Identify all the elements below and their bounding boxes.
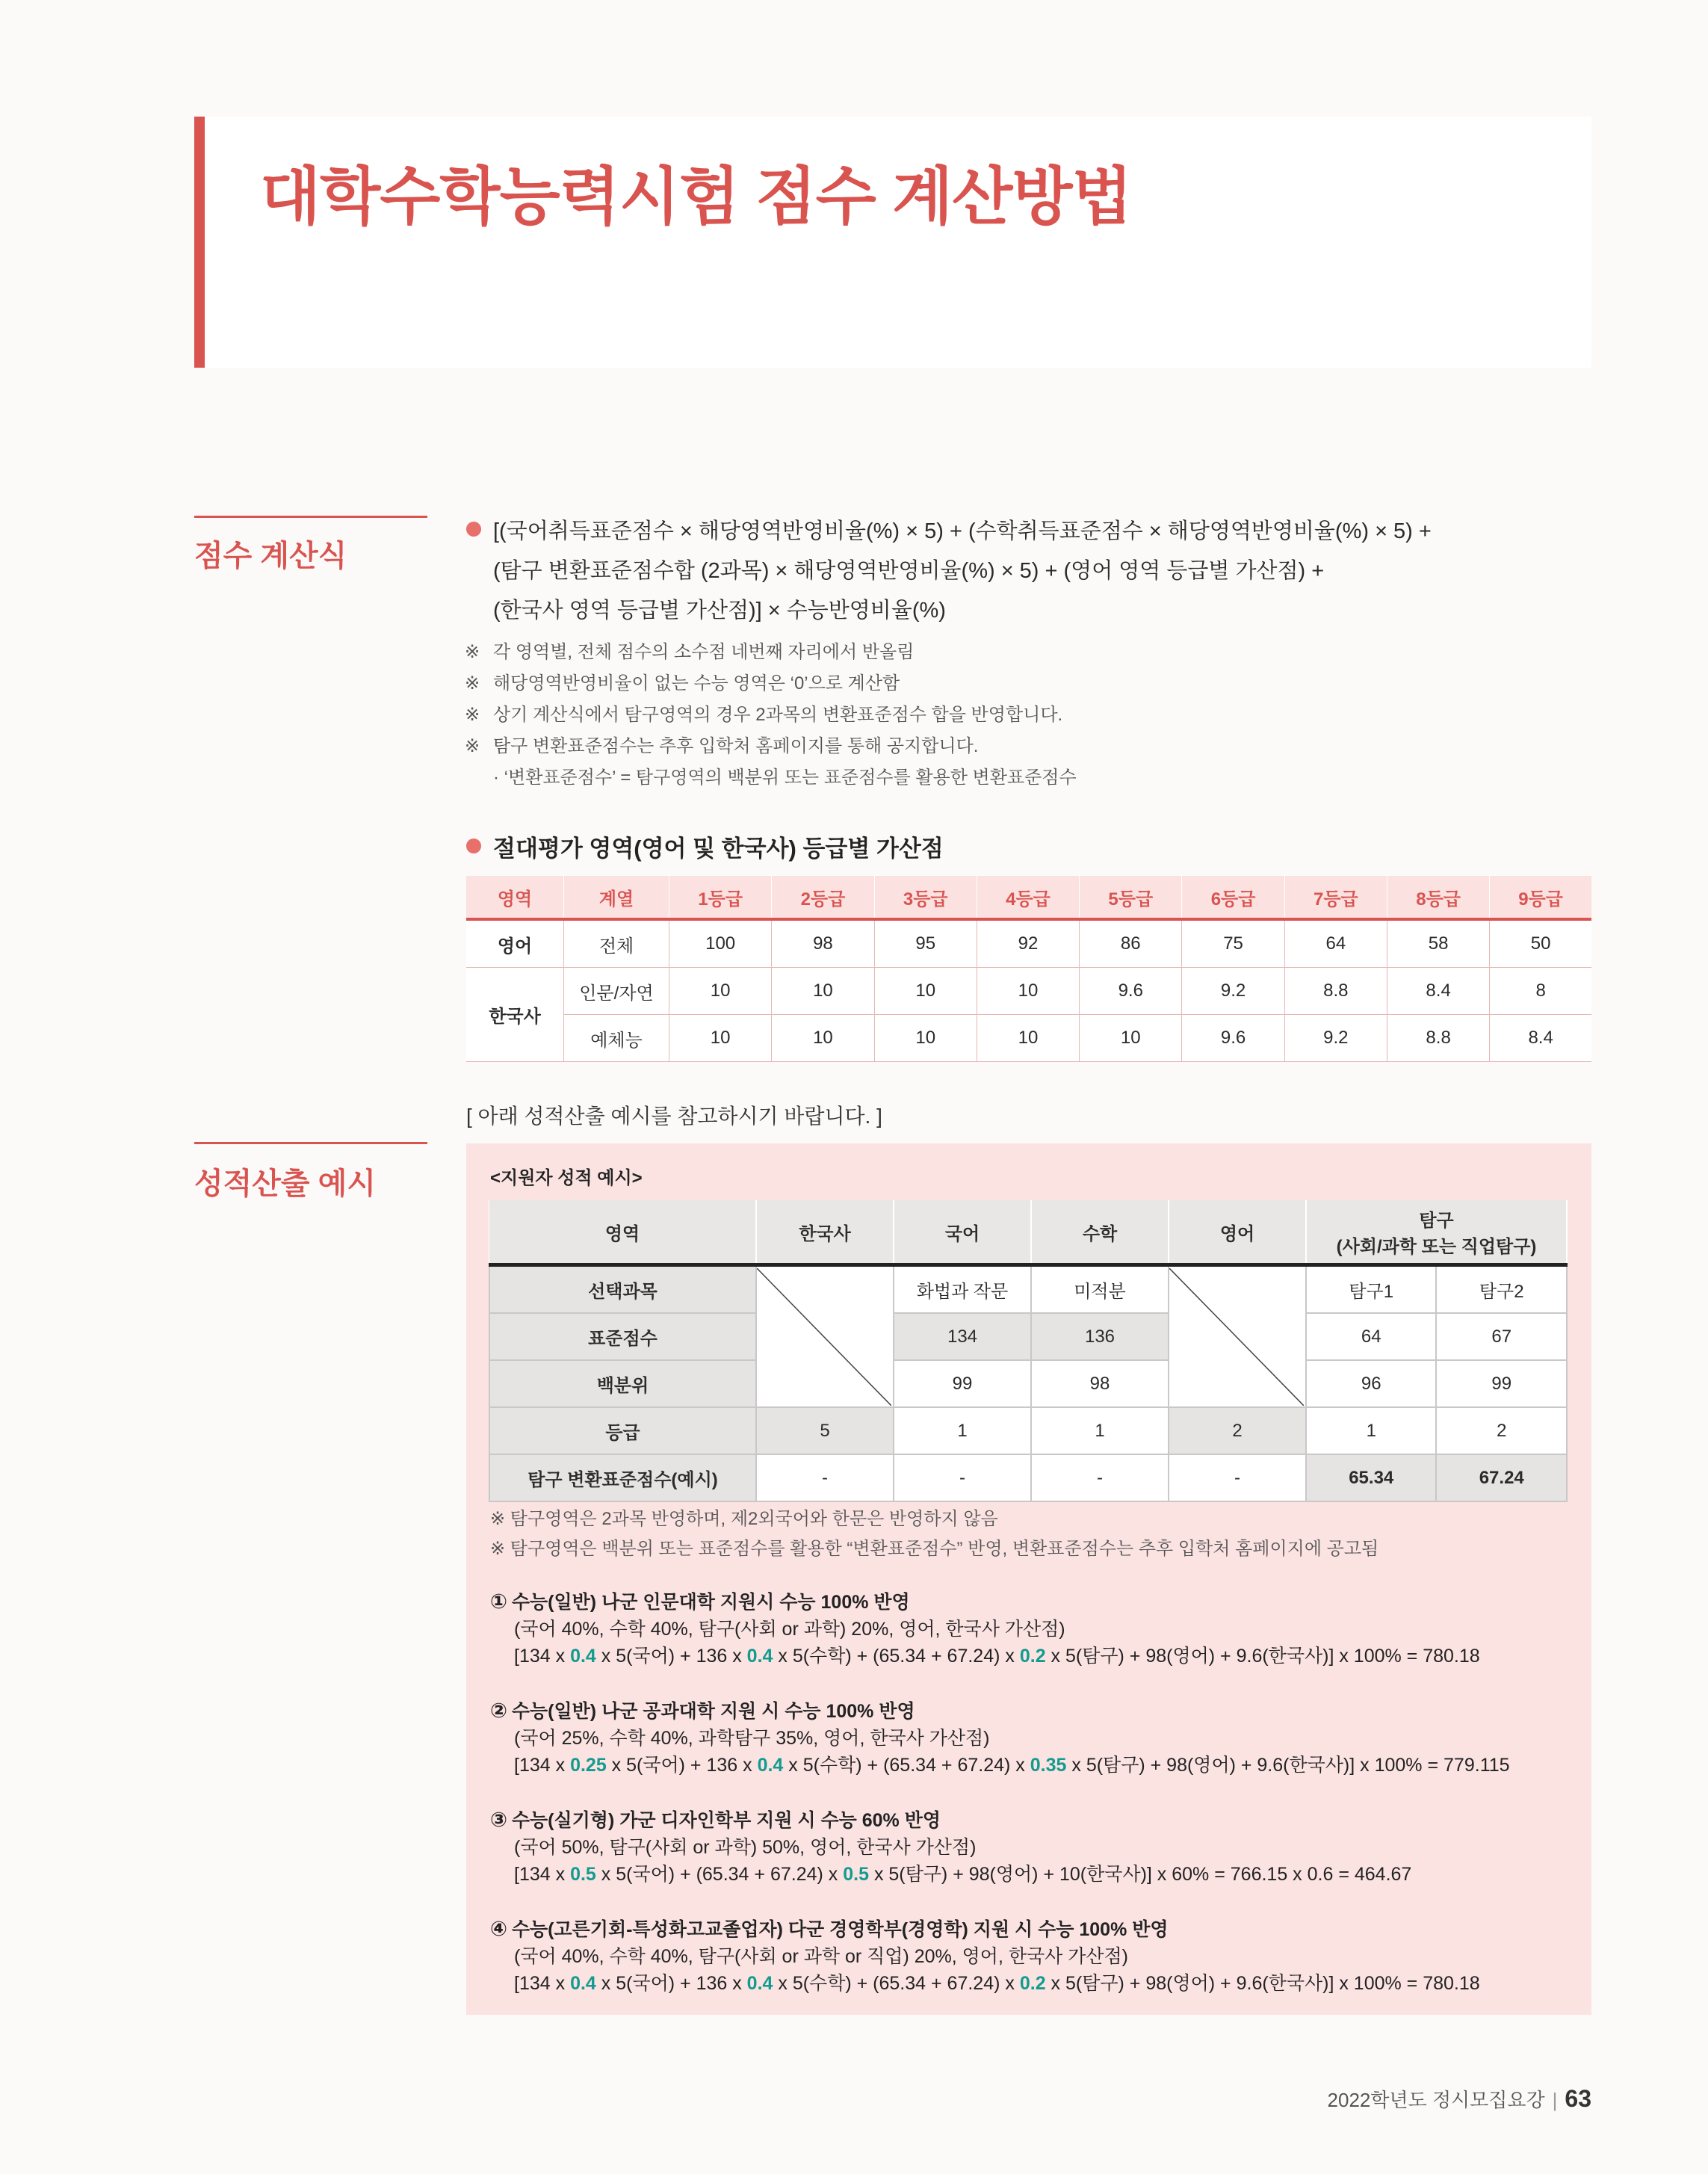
value-cell: 10 bbox=[669, 968, 772, 1015]
calc-text: x 5(수학) + (65.34 + 67.24) x bbox=[773, 1646, 1020, 1667]
table-row bbox=[489, 1313, 1567, 1360]
score-header: 국어 bbox=[894, 1200, 1031, 1265]
score-cell: 65.34 bbox=[1306, 1454, 1436, 1501]
score-cell: 탐구2 bbox=[1436, 1265, 1567, 1314]
table-row bbox=[489, 1360, 1567, 1407]
grade-header: 5등급 bbox=[1080, 876, 1182, 919]
value-cell: 64 bbox=[1284, 919, 1387, 968]
coefficient-highlight: 0.2 bbox=[1019, 1646, 1046, 1667]
grade-header: 3등급 bbox=[874, 876, 977, 919]
case-calc bbox=[514, 1750, 1510, 1777]
value-cell: 10 bbox=[874, 1015, 977, 1062]
case-title: ③ 수능(실기형) 가군 디자인학부 지원 시 수능 60% 반영 bbox=[490, 1809, 941, 1831]
formula-line-1: [(국어취득표준점수 × 해당영역반영비율(%) × 5) + (수학취득표준점수 × 해당영역반영비율(%) × 5) + bbox=[493, 519, 1432, 543]
calc-text: [134 x bbox=[514, 1973, 571, 1994]
score-cell: 96 bbox=[1306, 1360, 1436, 1407]
value-cell: 9.6 bbox=[1182, 1015, 1284, 1062]
grade-header: 7등급 bbox=[1284, 876, 1387, 919]
row-label: 선택과목 bbox=[489, 1265, 756, 1314]
grade-header: 계열 bbox=[564, 876, 669, 919]
case-calc bbox=[514, 1968, 1480, 1995]
calc-text: x 5(수학) + (65.34 + 67.24) x bbox=[773, 1973, 1020, 1994]
grade-header: 4등급 bbox=[977, 876, 1079, 919]
formula-line-2: (탐구 변환표준점수합 (2과목) × 해당영역반영비율(%) × 5) + (영어 영역 등급별 가산점) + bbox=[493, 559, 1325, 583]
value-cell: 100 bbox=[669, 919, 772, 968]
score-cell: 64 bbox=[1306, 1313, 1436, 1360]
table-row bbox=[466, 968, 1591, 1015]
grade-table-heading: 절대평가 영역(영어 및 한국사) 등급별 가산점 bbox=[493, 836, 944, 862]
footer bbox=[1328, 2085, 1591, 2113]
table-row bbox=[489, 1454, 1567, 1501]
score-header-inquiry: 탐구 (사회/과학 또는 직업탐구) bbox=[1306, 1200, 1567, 1265]
value-cell: 10 bbox=[772, 1015, 874, 1062]
value-cell: 9.2 bbox=[1182, 968, 1284, 1015]
track-cell: 전체 bbox=[564, 919, 669, 968]
value-cell: 86 bbox=[1080, 919, 1182, 968]
score-cell: - bbox=[1169, 1454, 1306, 1501]
coefficient-highlight: 0.4 bbox=[757, 1755, 784, 1776]
section-rule-formula bbox=[194, 516, 427, 518]
value-cell: 9.2 bbox=[1284, 1015, 1387, 1062]
value-cell: 10 bbox=[874, 968, 977, 1015]
bullet-icon bbox=[466, 839, 481, 853]
row-label: 탐구 변환표준점수(예시) bbox=[489, 1454, 756, 1501]
value-cell: 95 bbox=[874, 919, 977, 968]
coefficient-highlight: 0.25 bbox=[570, 1755, 607, 1776]
grade-bonus-table bbox=[466, 876, 1591, 1062]
track-cell: 인문/자연 bbox=[564, 968, 669, 1015]
case-desc: (국어 25%, 수학 40%, 과학탐구 35%, 영어, 한국사 가산점) bbox=[514, 1728, 990, 1749]
value-cell: 10 bbox=[772, 968, 874, 1015]
value-cell: 8.8 bbox=[1284, 968, 1387, 1015]
score-cell: 1 bbox=[894, 1407, 1031, 1454]
coefficient-highlight: 0.4 bbox=[746, 1973, 773, 1994]
score-header: 수학 bbox=[1031, 1200, 1169, 1265]
score-cell: 98 bbox=[1031, 1360, 1169, 1407]
case-title: ① 수능(일반) 나군 인문대학 지원시 수능 100% 반영 bbox=[490, 1590, 910, 1613]
score-cell: - bbox=[894, 1454, 1031, 1501]
score-cell: 134 bbox=[894, 1313, 1031, 1360]
calc-text: x 5(탐구) + 98(영어) + 9.6(한국사)] x 100% = 780.18 bbox=[1045, 1646, 1480, 1667]
score-cell: 67.24 bbox=[1436, 1454, 1567, 1501]
score-cell: - bbox=[1031, 1454, 1169, 1501]
formula-note: ※ 상기 계산식에서 탐구영역의 경우 2과목의 변환표준점수 합을 반영합니다. bbox=[465, 705, 1063, 725]
row-label: 등급 bbox=[489, 1407, 756, 1454]
case-calc bbox=[514, 1859, 1411, 1886]
calc-text: x 5(국어) + 136 x bbox=[606, 1755, 758, 1776]
row-label: 백분위 bbox=[489, 1360, 756, 1407]
score-cell: 화법과 작문 bbox=[894, 1265, 1031, 1314]
row-label: 표준점수 bbox=[489, 1313, 756, 1360]
score-cell: - bbox=[756, 1454, 894, 1501]
footer-separator: | bbox=[1552, 2089, 1558, 2111]
coefficient-highlight: 0.5 bbox=[570, 1864, 596, 1885]
score-cell: 2 bbox=[1169, 1407, 1306, 1454]
score-header: 한국사 bbox=[756, 1200, 894, 1265]
page-number: 63 bbox=[1565, 2085, 1591, 2112]
score-cell: 5 bbox=[756, 1407, 894, 1454]
value-cell: 8 bbox=[1490, 968, 1591, 1015]
calc-text: x 5(국어) + 136 x bbox=[595, 1646, 747, 1667]
value-cell: 92 bbox=[977, 919, 1079, 968]
grade-header: 6등급 bbox=[1182, 876, 1284, 919]
score-cell: 2 bbox=[1436, 1407, 1567, 1454]
example-note: ※ 탐구영역은 2과목 반영하며, 제2외국어와 한문은 반영하지 않음 bbox=[490, 1509, 998, 1529]
area-cell: 영어 bbox=[466, 919, 564, 968]
calc-text: x 5(탐구) + 98(영어) + 9.6(한국사)] x 100% = 779.115 bbox=[1066, 1755, 1510, 1776]
case-desc: (국어 40%, 수학 40%, 탐구(사회 or 과학 or 직업) 20%, 영어, 한국사 가산점) bbox=[514, 1946, 1129, 1967]
calc-text: x 5(탐구) + 98(영어) + 9.6(한국사)] x 100% = 780.18 bbox=[1045, 1973, 1480, 1994]
score-cell: 1 bbox=[1031, 1407, 1169, 1454]
section-rule-example bbox=[194, 1142, 427, 1144]
coefficient-highlight: 0.2 bbox=[1019, 1973, 1046, 1994]
formula-line-3: (한국사 영역 등급별 가산점)] × 수능반영비율(%) bbox=[493, 599, 946, 623]
calc-text: x 5(수학) + (65.34 + 67.24) x bbox=[783, 1755, 1030, 1776]
value-cell: 8.4 bbox=[1387, 968, 1489, 1015]
coefficient-highlight: 0.4 bbox=[746, 1646, 773, 1667]
example-intro: [ 아래 성적산출 예시를 참고하시기 바랍니다. ] bbox=[466, 1105, 882, 1128]
calc-text: x 5(탐구) + 98(영어) + 10(한국사)] x 60% = 766.15 x 0.6 = 464.67 bbox=[869, 1864, 1412, 1885]
section-title-example: 성적산출 예시 bbox=[194, 1167, 376, 1200]
grade-header: 1등급 bbox=[669, 876, 772, 919]
case-title: ② 수능(일반) 나군 공과대학 지원 시 수능 100% 반영 bbox=[490, 1699, 915, 1722]
section-title-formula: 점수 계산식 bbox=[194, 540, 347, 572]
example-caption: <지원자 성적 예시> bbox=[490, 1168, 643, 1188]
score-cell: 136 bbox=[1031, 1313, 1169, 1360]
value-cell: 98 bbox=[772, 919, 874, 968]
table-row bbox=[466, 1015, 1591, 1062]
value-cell: 50 bbox=[1490, 919, 1591, 968]
example-note: ※ 탐구영역은 백분위 또는 표준점수를 활용한 “변환표준점수” 반영, 변환표준점수는 추후 입학처 홈페이지에 공고됨 bbox=[490, 1539, 1379, 1559]
calc-text: x 5(국어) + 136 x bbox=[595, 1973, 747, 1994]
footer-label: 2022학년도 정시모집요강 bbox=[1327, 2089, 1545, 2111]
score-cell: 1 bbox=[1306, 1407, 1436, 1454]
value-cell: 10 bbox=[669, 1015, 772, 1062]
formula-note: ※ 각 영역별, 전체 점수의 소수점 네번째 자리에서 반올림 bbox=[465, 642, 915, 662]
score-cell: 67 bbox=[1436, 1313, 1567, 1360]
bullet-icon bbox=[466, 522, 481, 537]
track-cell: 예체능 bbox=[564, 1015, 669, 1062]
score-cell: 탐구1 bbox=[1306, 1265, 1436, 1314]
score-cell: 미적분 bbox=[1031, 1265, 1169, 1314]
calc-text: [134 x bbox=[514, 1864, 571, 1885]
score-cell: 99 bbox=[1436, 1360, 1567, 1407]
grade-header: 2등급 bbox=[772, 876, 874, 919]
coefficient-highlight: 0.4 bbox=[570, 1646, 596, 1667]
page-title: 대학수학능력시험 점수 계산방법 bbox=[260, 161, 1132, 232]
case-desc: (국어 50%, 탐구(사회 or 과학) 50%, 영어, 한국사 가산점) bbox=[514, 1837, 977, 1858]
formula-subnote: · ‘변환표준점수’ = 탐구영역의 백분위 또는 표준점수를 활용한 변환표준점수 bbox=[493, 768, 1077, 788]
grade-header: 8등급 bbox=[1387, 876, 1489, 919]
value-cell: 10 bbox=[1080, 1015, 1182, 1062]
table-row bbox=[489, 1265, 1567, 1314]
coefficient-highlight: 0.4 bbox=[570, 1973, 596, 1994]
table-row bbox=[489, 1407, 1567, 1454]
case-desc: (국어 40%, 수학 40%, 탐구(사회 or 과학) 20%, 영어, 한국사 가산점) bbox=[514, 1619, 1065, 1640]
value-cell: 58 bbox=[1387, 919, 1489, 968]
grade-header: 영역 bbox=[466, 876, 564, 919]
table-row bbox=[466, 919, 1591, 968]
value-cell: 9.6 bbox=[1080, 968, 1182, 1015]
calc-text: [134 x bbox=[514, 1646, 571, 1667]
title-accent-bar bbox=[194, 117, 205, 368]
area-cell: 한국사 bbox=[466, 968, 564, 1062]
value-cell: 8.4 bbox=[1490, 1015, 1591, 1062]
value-cell: 10 bbox=[977, 968, 1079, 1015]
score-cell: 99 bbox=[894, 1360, 1031, 1407]
value-cell: 8.8 bbox=[1387, 1015, 1489, 1062]
value-cell: 75 bbox=[1182, 919, 1284, 968]
case-title: ④ 수능(고른기회-특성화고교졸업자) 다군 경영학부(경영학) 지원 시 수능 100% 반영 bbox=[490, 1918, 1169, 1940]
formula-note: ※ 탐구 변환표준점수는 추후 입학처 홈페이지를 통해 공지합니다. bbox=[465, 736, 979, 756]
case-calc bbox=[514, 1641, 1480, 1668]
score-header: 영역 bbox=[489, 1200, 756, 1265]
calc-text: [134 x bbox=[514, 1755, 571, 1776]
empty-slash-cell bbox=[1169, 1265, 1306, 1408]
formula-note: ※ 해당영역반영비율이 없는 수능 영역은 ‘0’으로 계산함 bbox=[465, 673, 900, 694]
value-cell: 10 bbox=[977, 1015, 1079, 1062]
coefficient-highlight: 0.5 bbox=[843, 1864, 869, 1885]
calc-text: x 5(국어) + (65.34 + 67.24) x bbox=[595, 1864, 844, 1885]
grade-header: 9등급 bbox=[1490, 876, 1591, 919]
coefficient-highlight: 0.35 bbox=[1030, 1755, 1067, 1776]
score-header: 영어 bbox=[1169, 1200, 1306, 1265]
empty-slash-cell bbox=[756, 1265, 894, 1408]
applicant-score-table bbox=[489, 1200, 1568, 1502]
